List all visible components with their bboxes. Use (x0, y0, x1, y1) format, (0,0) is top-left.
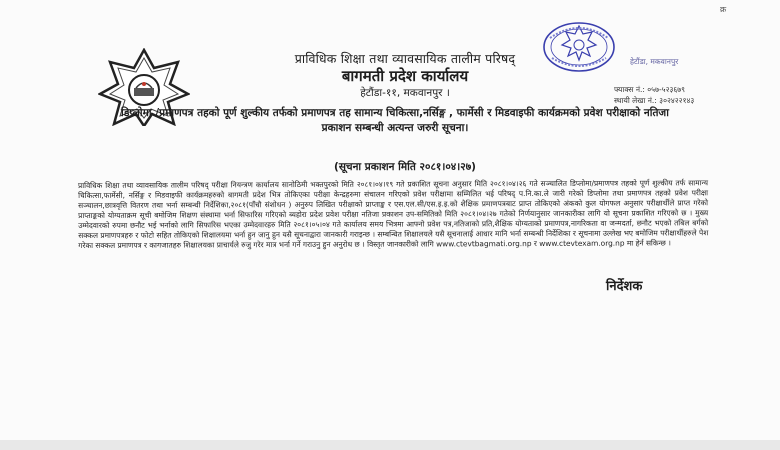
notice-publish-date: (सूचना प्रकाशन मिति २०८१।०४।२७) (334, 161, 476, 173)
signature-title: निर्देशक (606, 279, 643, 294)
notice-body: प्राविधिक शिक्षा तथा व्यावसायिक तालीम परिषद् परीक्षा नियन्त्रण कार्यालय सानोठिमी भक्तपुरको मिति २०८१।०४।१९ गते प्रकाशित सूचना अनुसार मिति २०८१।०४।२६ गते सञ्चालित डिप्लोमा/प्रमाणपत्र तहको पूर्ण शुल्कीय तर्फ सामान्य चिकित्सा,फार्मेसी, नर्सिङ्ग र मिडवाइफी कार्यक्रमहरुको बागमती प्रदेश भित्र तोकिएका परीक्षा केन्द्रहरुमा संचालन गरिएको प्रवेश परीक्षामा सम्मिलित भई परिषद् प.नि.का.ले जारी गरेको डिप्लोमा तथा प्रमाणपत्र तहको प्रवेश परीक्षा सञ्चालन,छात्रवृत्ति वितरण तथा भर्ना सम्बन्धी निर्देशिका,२०८१(पाँचौ संशोधन ) अनुरुप लिखित परीक्षाको प्राप्ताङ्क र एस.एल.सी/एस.इ.इ.को शैक्षिक प्रमाणपत्रबाट प्राप्त तोकिएको अंकको कुल योगफल अनुसार परीक्षार्थीले प्राप्त गरेको प्राप्ताङ्कको योग्यताक्रम सूची बमोजिम शिक्षण संस्थामा भर्ना सिफारिस गरिएको ब्यहोरा प्रदेश प्रवेश परीक्षा नतिजा प्रकाशन उप-समितिको मिति २०८१।०४।२७ गतेको निर्णयानुसार जानकारीका लागि यो सूचना प्रकाशित गरिएको छ । मुख्य उम्मेदवारको रुपमा छनौट भई भर्नाको लागि सिफारिस भएका उम्मेदवारहरु मिति २०८१।०५।०४ गते कार्यालय समय भित्रमा आफ्नो प्रवेश पत्र,नतिजाको प्रति,शैक्षिक योग्यताको प्रमाणपत्र,नागरिकता वा जन्मदर्ता, छनौट भएको तबिल बर्गको सक्कल प्रमाणपत्रहरु र फोटो सहित तोकिएको शिक्षालयमा भर्ना हुन जानु हुन यसै सूचनाद्वारा जानकारी गराइन्छ । सम्बन्धित शिक्षालयले यसै सूचनालाई आधार मानि भर्ना सम्बन्धी निर्देशिका र सूचनामा उल्लेख भए बमोजिम परीक्षार्थीहरुले पेश गरेका सक्कल प्रमाणपत्र र कागजातहरु शिक्षालयका प्राचार्यले रुजु गरेर मात्र भर्ना गर्ने गराउनु हुन अनुरोध छ । विस्तृत जानकारीको लागि www.ctevtbagmati.org.np र www.ctevtexam.org.np मा हेर्न सकिन्छ । (78, 178, 709, 251)
office-name: बागमती प्रदेश कार्यालय (341, 67, 469, 85)
scan-bottom-edge (0, 440, 780, 450)
stamp-text: हेटौंडा, मकवानपुर (630, 57, 679, 66)
council-name: प्राविधिक शिक्षा तथा व्यावसायिक तालीम परिषद् (294, 51, 516, 66)
pan-number: स्थायी लेखा नं.: ३०२४२२१४३ (614, 96, 695, 105)
top-right-mark: क्र (720, 5, 727, 14)
notice-subject: डिप्लोमा /प्रमाणपत्र तहको पूर्ण शुल्कीय तर्फको प्रमाणपत्र तह सामान्य चिकित्सा,नर्सिङ्ग , फार्मेसी र मिडवाइफी कार्यक्रमको प्रवेश परीक्षाको नतिजा प्रकाशन सम्बन्धी अत्यन्त जरुरी सूचना। (121, 107, 669, 134)
fax-number: फ्याक्स नं.: ०५७-५२३६७९ (614, 85, 686, 94)
office-address: हेटौंडा-११, मकवानपुर । (360, 87, 450, 99)
